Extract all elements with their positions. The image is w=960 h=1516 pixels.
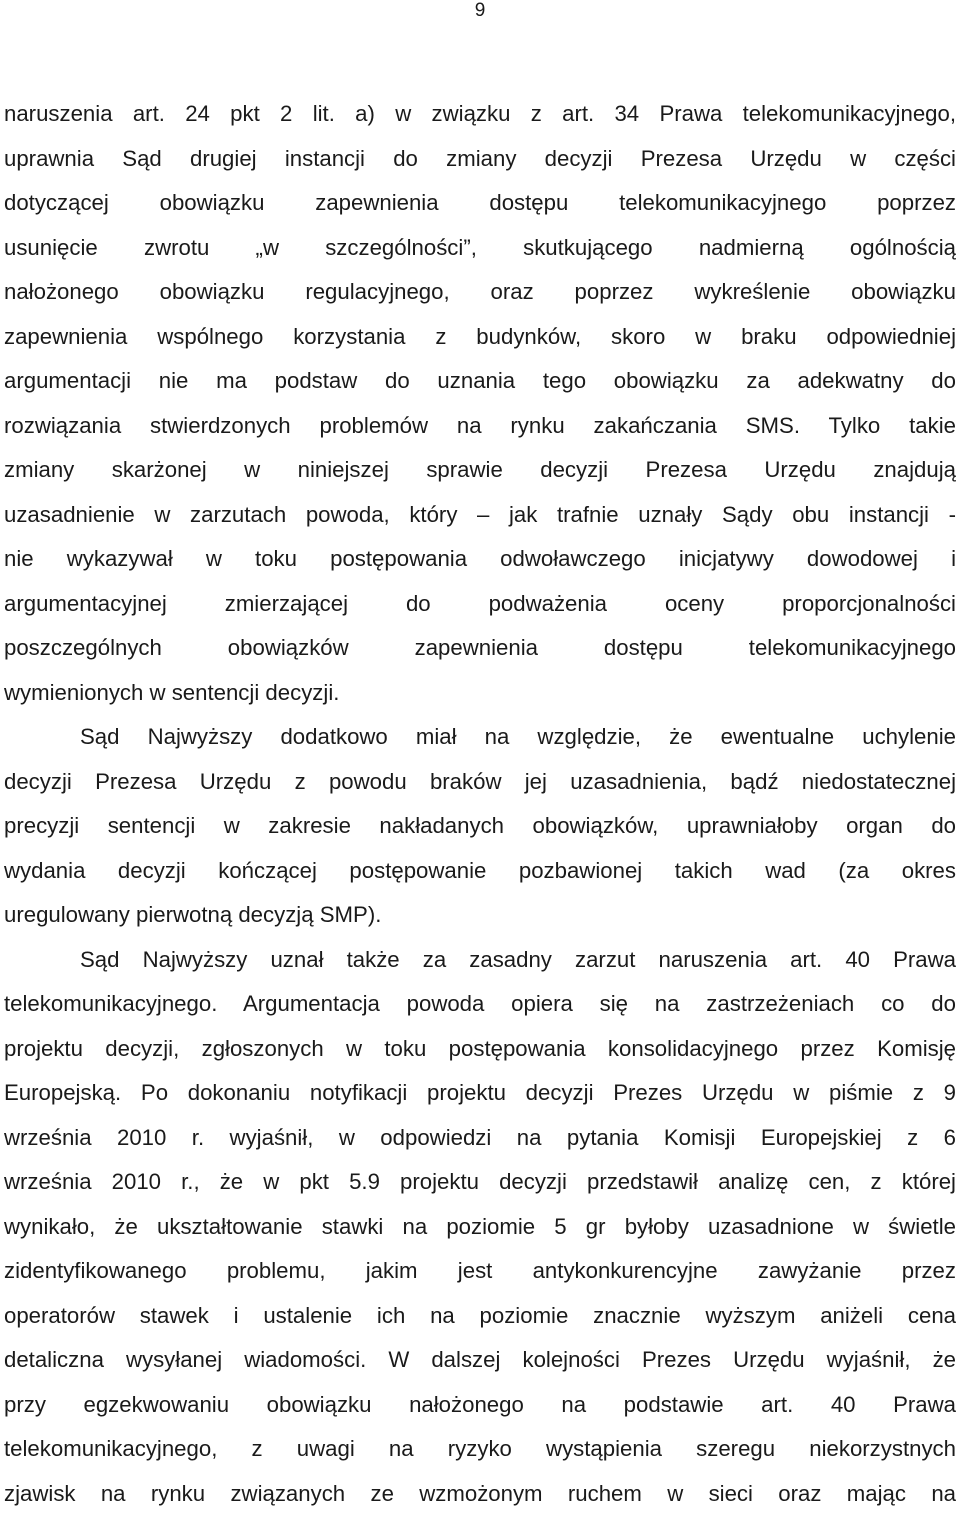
text-line: uprawnia Sąd drugiej instancji do zmiany decyzji Prezesa Urzędu w części [4, 137, 956, 182]
text-line: nie wykazywał w toku postępowania odwoławczego inicjatywy dowodowej i [4, 537, 956, 582]
text-line: decyzji Prezesa Urzędu z powodu braków jej uzasadnienia, bądź niedostatecznej [4, 760, 956, 805]
document-body [4, 92, 956, 1516]
text-line: Sąd Najwyższy dodatkowo miał na względzie, że ewentualne uchylenie [4, 715, 956, 760]
text-line: precyzji sentencji w zakresie nakładanych obowiązków, uprawniałoby organ do [4, 804, 956, 849]
text-line: zjawisk na rynku związanych ze wzmożonym ruchem w sieci oraz mając na [4, 1472, 956, 1516]
text-line: poszczególnych obowiązków zapewnienia dostępu telekomunikacyjnego [4, 626, 956, 671]
paragraph-3 [4, 938, 956, 1516]
text-line: września 2010 r. wyjaśnił, w odpowiedzi na pytania Komisji Europejskiej z 6 [4, 1116, 956, 1161]
paragraph-1 [4, 92, 956, 715]
text-line: projektu decyzji, zgłoszonych w toku postępowania konsolidacyjnego przez Komisję [4, 1027, 956, 1072]
text-line: dotyczącej obowiązku zapewnienia dostępu telekomunikacyjnego poprzez [4, 181, 956, 226]
text-line: zidentyfikowanego problemu, jakim jest antykonkurencyjne zawyżanie przez [4, 1249, 956, 1294]
text-line: zapewnienia wspólnego korzystania z budynków, skoro w braku odpowiedniej [4, 315, 956, 360]
text-line: rozwiązania stwierdzonych problemów na rynku zakańczania SMS. Tylko takie [4, 404, 956, 449]
text-line: uzasadnienie w zarzutach powoda, który – jak trafnie uznały Sądy obu instancji - [4, 493, 956, 538]
text-line: przy egzekwowaniu obowiązku nałożonego na podstawie art. 40 Prawa [4, 1383, 956, 1428]
text-line: detaliczna wysyłanej wiadomości. W dalszej kolejności Prezes Urzędu wyjaśnił, że [4, 1338, 956, 1383]
text-line: Europejską. Po dokonaniu notyfikacji projektu decyzji Prezes Urzędu w piśmie z 9 [4, 1071, 956, 1116]
text-line: zmiany skarżonej w niniejszej sprawie decyzji Prezesa Urzędu znajdują [4, 448, 956, 493]
text-line: operatorów stawek i ustalenie ich na poziomie znacznie wyższym aniżeli cena [4, 1294, 956, 1339]
paragraph-2 [4, 715, 956, 938]
text-line: wymienionych w sentencji decyzji. [4, 671, 956, 716]
text-line: usunięcie zwrotu „w szczególności”, skutkującego nadmierną ogólnością [4, 226, 956, 271]
page-number: 9 [0, 0, 960, 22]
text-line: uregulowany pierwotną decyzją SMP). [4, 893, 956, 938]
text-line: nałożonego obowiązku regulacyjnego, oraz poprzez wykreślenie obowiązku [4, 270, 956, 315]
text-line: naruszenia art. 24 pkt 2 lit. a) w związku z art. 34 Prawa telekomunikacyjnego, [4, 92, 956, 137]
text-line: wydania decyzji kończącej postępowanie pozbawionej takich wad (za okres [4, 849, 956, 894]
text-line: argumentacyjnej zmierzającej do podważenia oceny proporcjonalności [4, 582, 956, 627]
text-line: argumentacji nie ma podstaw do uznania tego obowiązku za adekwatny do [4, 359, 956, 404]
text-line: telekomunikacyjnego. Argumentacja powoda opiera się na zastrzeżeniach co do [4, 982, 956, 1027]
text-line: września 2010 r., że w pkt 5.9 projektu decyzji przedstawił analizę cen, z której [4, 1160, 956, 1205]
text-line: wynikało, że ukształtowanie stawki na poziomie 5 gr byłoby uzasadnione w świetle [4, 1205, 956, 1250]
text-line: telekomunikacyjnego, z uwagi na ryzyko wystąpienia szeregu niekorzystnych [4, 1427, 956, 1472]
text-line: Sąd Najwyższy uznał także za zasadny zarzut naruszenia art. 40 Prawa [4, 938, 956, 983]
